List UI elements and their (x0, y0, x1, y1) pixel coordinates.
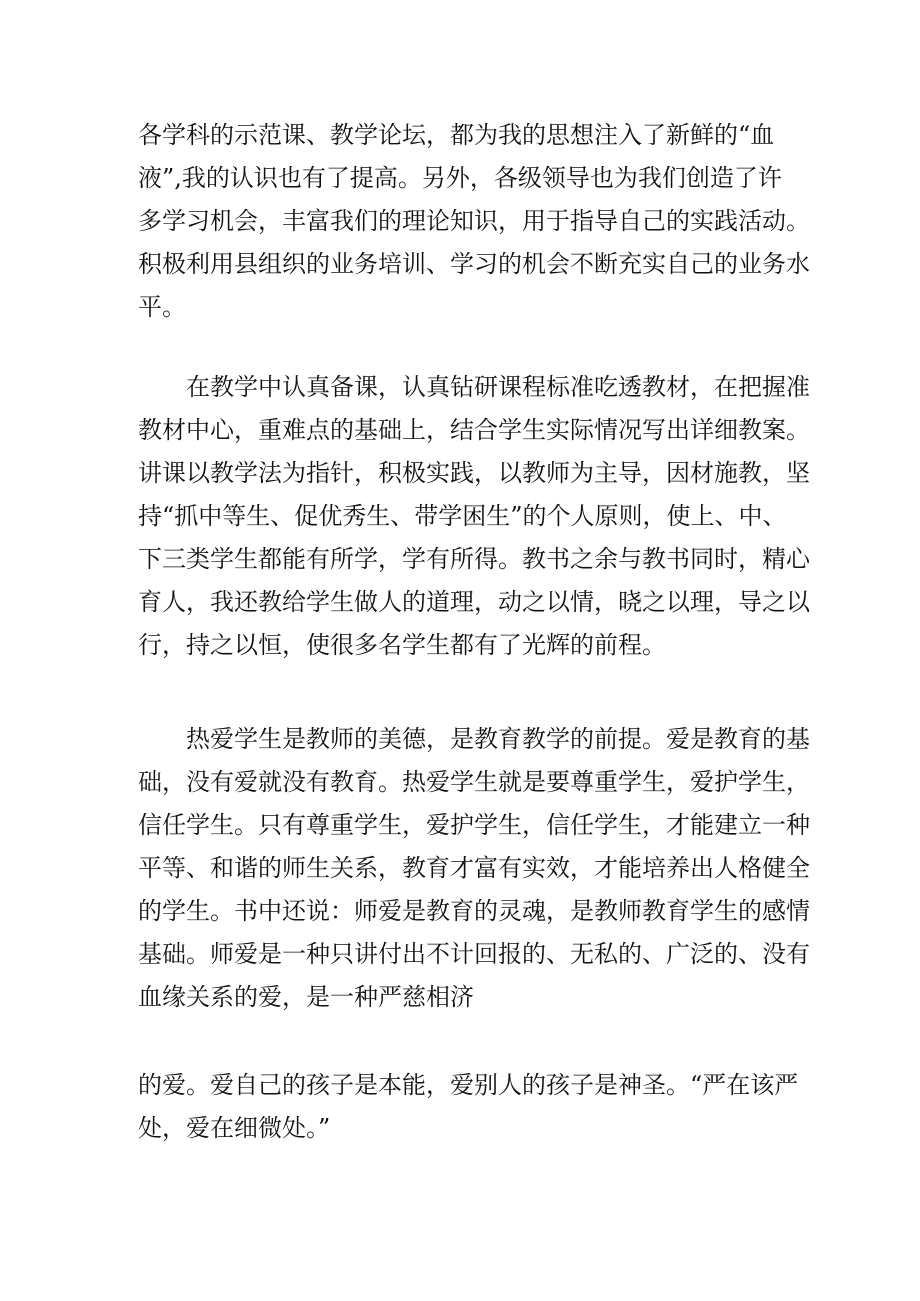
paragraph-3 (138, 718, 810, 1019)
text-line: 育人，我还教给学生做人的道理，动之以情，晓之以理，导之以 (138, 588, 810, 616)
text-line: 液”,我的认识也有了提高。另外，各级领导也为我们创造了许 (138, 164, 782, 192)
text-line: 多学习机会，丰富我们的理论知识，用于指导自己的实践活动。 (138, 207, 810, 235)
text-line: 处，爱在细微处。” (138, 1114, 331, 1142)
text-line: 行，持之以恒，使很多名学生都有了光辉的前程。 (138, 631, 666, 659)
text-line: 下三类学生都能有所学，学有所得。教书之余与教书同时，精心 (138, 545, 810, 573)
text-line: 的学生。书中还说：师爱是教育的灵魂，是教师教育学生的感情 (138, 897, 810, 925)
text-line: 在教学中认真备课，认真钻研课程标准吃透教材，在把握准 (186, 373, 810, 401)
paragraph-1 (138, 114, 810, 329)
paragraph-4 (138, 1064, 799, 1150)
text-line: 平等、和谐的师生关系，教育才富有实效，才能培养出人格健全 (138, 854, 810, 882)
text-line: 基础。师爱是一种只讲付出不计回报的、无私的、广泛的、没有 (138, 940, 810, 968)
text-line: 础，没有爱就没有教育。热爱学生就是要尊重学生，爱护学生， (138, 768, 810, 796)
text-line: 平。 (138, 293, 186, 321)
text-line: 讲课以教学法为指针，积极实践，以教师为主导，因材施教，坚 (138, 459, 810, 487)
text-line: 各学科的示范课、教学论坛，都为我的思想注入了新鲜的“血 (138, 121, 775, 149)
text-line: 持“抓中等生、促优秀生、带学困生”的个人原则，使上、中、 (138, 502, 787, 530)
text-line: 血缘关系的爱，是一种严慈相济 (138, 983, 474, 1011)
text-line: 热爱学生是教师的美德，是教育教学的前提。爱是教育的基 (186, 725, 810, 753)
text-line: 的爱。爱自己的孩子是本能，爱别人的孩子是神圣。“严在该严 (138, 1071, 799, 1099)
text-line: 信任学生。只有尊重学生，爱护学生，信任学生，才能建立一种 (138, 811, 810, 839)
paragraph-2 (138, 366, 810, 667)
text-line: 教材中心，重难点的基础上，结合学生实际情况写出详细教案。 (138, 416, 810, 444)
text-line: 积极利用县组织的业务培训、学习的机会不断充实自己的业务水 (138, 250, 810, 278)
